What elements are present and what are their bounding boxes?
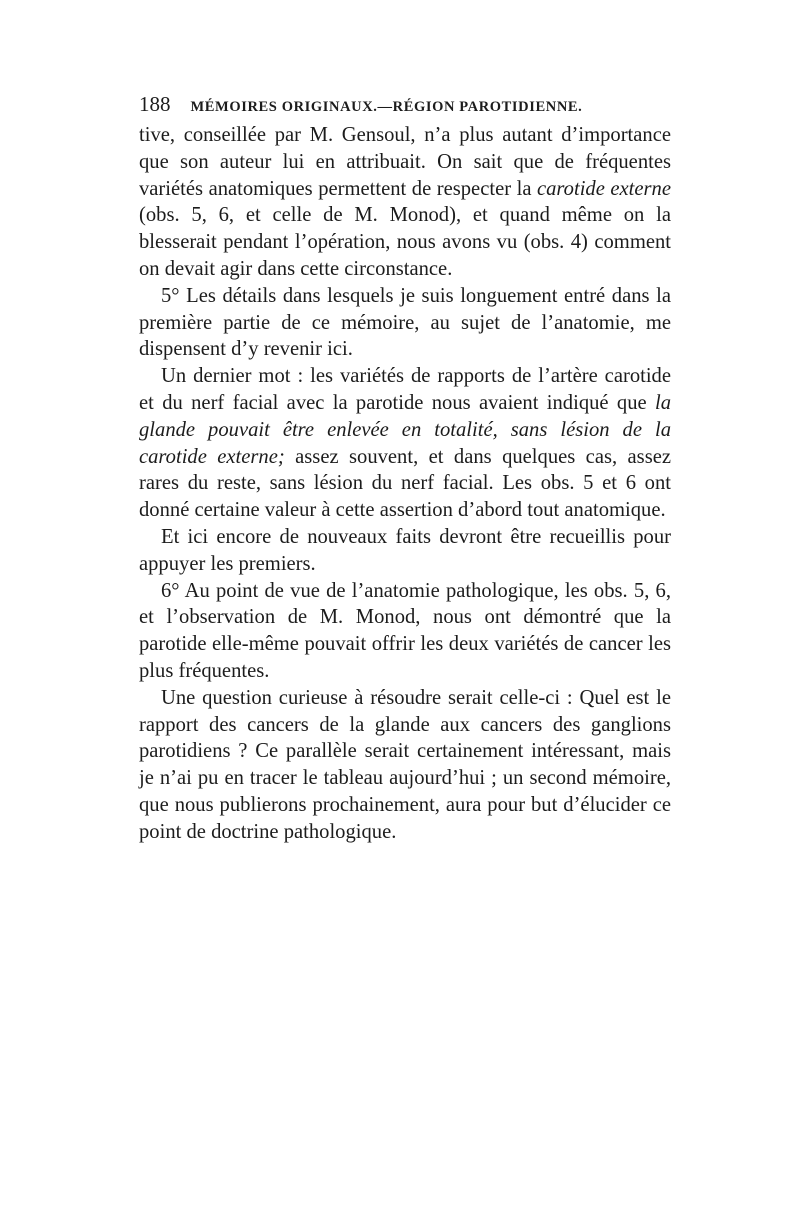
paragraph-nouveaux-faits — [139, 524, 671, 578]
text-segment: 6° Au point de vue de l’anatomie pathologique, les obs. 5, 6, et l’observation de M. Monod, nous ont démontré que la parotide elle-même pouvait offrir les deux variétés de cancer les plus fréquentes. — [139, 579, 671, 682]
text-segment: Et ici encore de nouveaux faits devront être recueillis pour appuyer les premiers. — [139, 525, 671, 575]
page-number: 188 — [139, 92, 171, 116]
text-segment: (obs. 5, 6, et celle de M. Monod), et quand même on la blesserait pendant l’opération, nous avons vu (obs. 4) comment on devait agir dans cette circonstance. — [139, 204, 671, 280]
text-segment: 5° Les détails dans lesquels je suis longuement entré dans la première partie de ce mémoire, au sujet de l’anatomie, me dispensent d’y revenir ici. — [139, 284, 671, 361]
paragraph-point-6 — [139, 578, 671, 685]
body-text — [139, 122, 671, 846]
running-head-title: MÉMOIRES ORIGINAUX.—RÉGION PAROTIDIENNE. — [190, 99, 583, 115]
text-segment: tive, conseillée par M. Gensoul, n’a plus autant d’importance que son auteur lui en attribuait. On sait que de fréquentes variétés anatomiques permettent de respecter la — [139, 124, 671, 200]
text-segment: Un dernier mot : les variétés de rapports de l’artère carotide et du nerf facial avec la parotide nous avaient indiqué que — [139, 365, 671, 414]
paragraph-continued — [139, 122, 671, 283]
text-segment: Une question curieuse à résoudre serait celle-ci : Quel est le rapport des cancers de la glande aux cancers des ganglions parotidiens ? Ce parallèle serait certainement intéressant, mais je n’ai pu en tracer le tableau aujourd’hui ; un second mémoire, que nous publierons prochainement, aura pour but d’élucider ce point de doctrine pathologique. — [139, 686, 671, 843]
italic-segment: la glande pouvait être enlevée en totalité, sans lésion de la carotide externe; — [139, 391, 671, 468]
running-head — [139, 92, 671, 122]
paragraph-dernier-mot — [139, 363, 671, 524]
book-page — [139, 92, 671, 846]
italic-segment: carotide externe — [537, 177, 671, 200]
text-segment: assez souvent, et dans quelques cas, assez rares du reste, sans lésion du nerf facial. Les obs. 5 et 6 ont donné certaine valeur à cette assertion d’abord tout anatomique. — [139, 445, 671, 522]
paragraph-point-5 — [139, 283, 671, 363]
paragraph-question — [139, 685, 671, 846]
